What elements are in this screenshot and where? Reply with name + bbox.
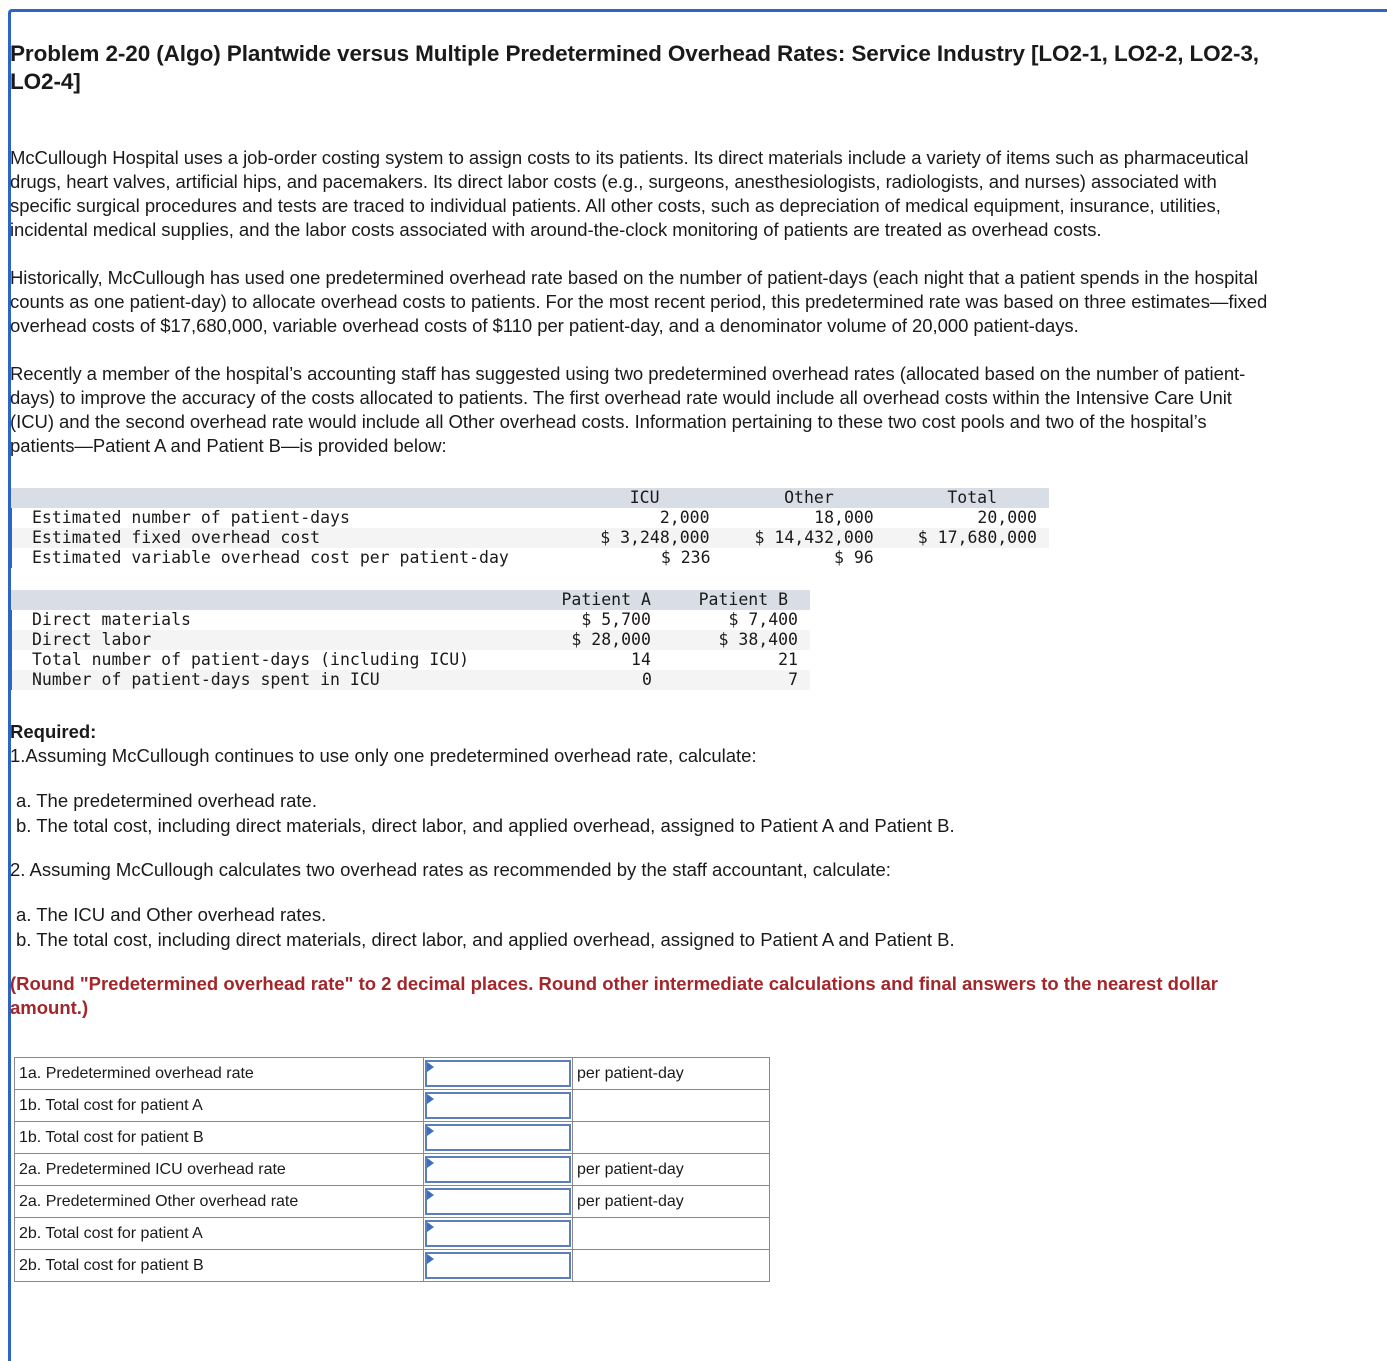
icu-value: 2,000	[659, 508, 710, 527]
other-value: $ 96	[834, 548, 874, 567]
answer-row	[15, 1122, 770, 1154]
header-other: Other	[784, 488, 834, 507]
header-icu: ICU	[629, 488, 660, 507]
answer-flag-icon	[427, 1158, 434, 1168]
answer-row	[15, 1090, 770, 1122]
patient-b-value: $ 38,400	[718, 630, 798, 649]
row-label: Number of patient-days spent in ICU	[11, 670, 536, 690]
answer-unit	[573, 1122, 770, 1154]
answer-unit	[573, 1218, 770, 1250]
patient-a-value: 14	[631, 650, 651, 669]
answer-flag-icon	[427, 1254, 434, 1264]
history-paragraph: Historically, McCullough has used one predetermined overhead rate based on the number of patient-days (each night that a patient spends in the hospital counts as one patient-day) to allocate overhead costs to patients. For the most recent period, this predetermined rate was based on three estimates—fixed overhead costs of $17,680,000, variable overhead costs of $110 per patient-day, and a denominator volume of 20,000 patient-days.	[10, 267, 1268, 336]
table-row	[11, 650, 810, 670]
patient-a-value: 0	[641, 670, 652, 689]
answer-label: 1b. Total cost for patient A	[15, 1090, 424, 1122]
requirement-2b: b. The total cost, including direct materials, direct labor, and applied overhead, assigned to Patient A and Patient B.	[16, 929, 955, 950]
total-value: 20,000	[977, 508, 1037, 527]
answer-input-1a-rate[interactable]	[427, 1062, 569, 1085]
row-label: Direct labor	[11, 630, 536, 650]
answer-flag-icon	[427, 1126, 434, 1136]
other-value: 18,000	[814, 508, 874, 527]
patient-table	[10, 590, 810, 690]
row-label: Estimated fixed overhead cost	[11, 528, 521, 548]
patient-a-value: $ 5,700	[581, 610, 651, 629]
patient-b-value: $ 7,400	[728, 610, 798, 629]
answer-input-2b-patient-a[interactable]	[427, 1222, 569, 1245]
answer-unit: per patient-day	[573, 1186, 770, 1218]
answer-flag-icon	[427, 1222, 434, 1232]
header-total: Total	[947, 488, 997, 507]
icu-value: $ 236	[660, 548, 711, 567]
proposal-paragraph: Recently a member of the hospital’s accounting staff has suggested using two predetermined overhead rates (allocated based on the number of patient-days) to improve the accuracy of the costs allocated to patients. The first overhead rate would include all overhead costs within the Intensive Care Unit (ICU) and the second overhead rate would include all Other overhead costs. Information pertaining to these two cost pools and two of the hospital’s patients—Patient A and Patient B—is provided below:	[10, 363, 1246, 456]
answer-unit: per patient-day	[573, 1058, 770, 1090]
answer-input-2b-patient-b[interactable]	[427, 1254, 569, 1277]
table-row	[11, 508, 1049, 528]
answer-row	[15, 1154, 770, 1186]
answer-flag-icon	[427, 1062, 434, 1072]
answer-row	[15, 1186, 770, 1218]
problem-content	[10, 40, 1275, 1282]
table-header-row	[11, 488, 1049, 508]
required-heading: Required:	[10, 721, 97, 742]
problem-title: Problem 2-20 (Algo) Plantwide versus Multiple Predetermined Overhead Rates: Service Industry [LO2-1, LO2-2, LO2-3, LO2-4]	[10, 41, 1259, 94]
table-row	[11, 670, 810, 690]
rounding-instruction: (Round "Predetermined overhead rate" to 2 decimal places. Round other intermediate calculations and final answers to the nearest dollar amount.)	[10, 973, 1219, 1018]
table-row	[11, 610, 810, 630]
answer-row	[15, 1250, 770, 1282]
answer-label: 2a. Predetermined ICU overhead rate	[15, 1154, 424, 1186]
row-label: Estimated variable overhead cost per patient-day	[11, 548, 521, 568]
answer-input-2a-icu-rate[interactable]	[427, 1158, 569, 1181]
header-blank	[11, 590, 536, 610]
table-header-row	[11, 590, 810, 610]
row-label: Estimated number of patient-days	[11, 508, 521, 528]
requirement-2a: a. The ICU and Other overhead rates.	[16, 904, 327, 925]
answer-label: 1a. Predetermined overhead rate	[15, 1058, 424, 1090]
table-row	[11, 528, 1049, 548]
answer-flag-icon	[427, 1190, 434, 1200]
answer-input-1b-patient-a[interactable]	[427, 1094, 569, 1117]
row-label: Total number of patient-days (including ICU)	[11, 650, 536, 670]
row-label: Direct materials	[11, 610, 536, 630]
answer-input-2a-other-rate[interactable]	[427, 1190, 569, 1213]
table-row	[11, 548, 1049, 568]
header-blank	[11, 488, 521, 508]
answer-unit	[573, 1090, 770, 1122]
other-value: $ 14,432,000	[754, 528, 874, 547]
requirement-1b: b. The total cost, including direct materials, direct labor, and applied overhead, assigned to Patient A and Patient B.	[16, 815, 955, 836]
total-value	[874, 548, 1049, 568]
answer-unit	[573, 1250, 770, 1282]
answer-unit: per patient-day	[573, 1154, 770, 1186]
answer-label: 2b. Total cost for patient B	[15, 1250, 424, 1282]
header-patient-a: Patient A	[561, 590, 651, 609]
patient-b-value: 7	[788, 670, 798, 689]
patient-a-value: $ 28,000	[571, 630, 651, 649]
cost-pool-table	[10, 488, 1050, 568]
answer-label: 2a. Predetermined Other overhead rate	[15, 1186, 424, 1218]
requirement-1: 1.Assuming McCullough continues to use only one predetermined overhead rate, calculate:	[10, 745, 757, 766]
total-value: $ 17,680,000	[917, 528, 1037, 547]
answer-label: 1b. Total cost for patient B	[15, 1122, 424, 1154]
answer-input-1b-patient-b[interactable]	[427, 1126, 569, 1149]
table-row	[11, 630, 810, 650]
answer-row	[15, 1058, 770, 1090]
patient-b-value: 21	[778, 650, 798, 669]
requirement-1a: a. The predetermined overhead rate.	[16, 790, 317, 811]
icu-value: $ 3,248,000	[600, 528, 710, 547]
answer-row	[15, 1218, 770, 1250]
intro-paragraph: McCullough Hospital uses a job-order costing system to assign costs to its patients. Its direct materials include a variety of items such as pharmaceutical drugs, heart valves, artificial hips, and pacemakers. Its direct labor costs (e.g., surgeons, anesthesiologists, radiologists, and nurses) associated with specific surgical procedures and tests are traced to individual patients. All other costs, such as depreciation of medical equipment, insurance, utilities, incidental medical supplies, and the labor costs associated with around-the-clock monitoring of patients are treated as overhead costs.	[10, 147, 1249, 240]
header-patient-b: Patient B	[698, 590, 788, 609]
answer-table	[14, 1057, 770, 1282]
answer-label: 2b. Total cost for patient A	[15, 1218, 424, 1250]
answer-flag-icon	[427, 1094, 434, 1104]
requirement-2: 2. Assuming McCullough calculates two overhead rates as recommended by the staff accountant, calculate:	[10, 859, 891, 880]
